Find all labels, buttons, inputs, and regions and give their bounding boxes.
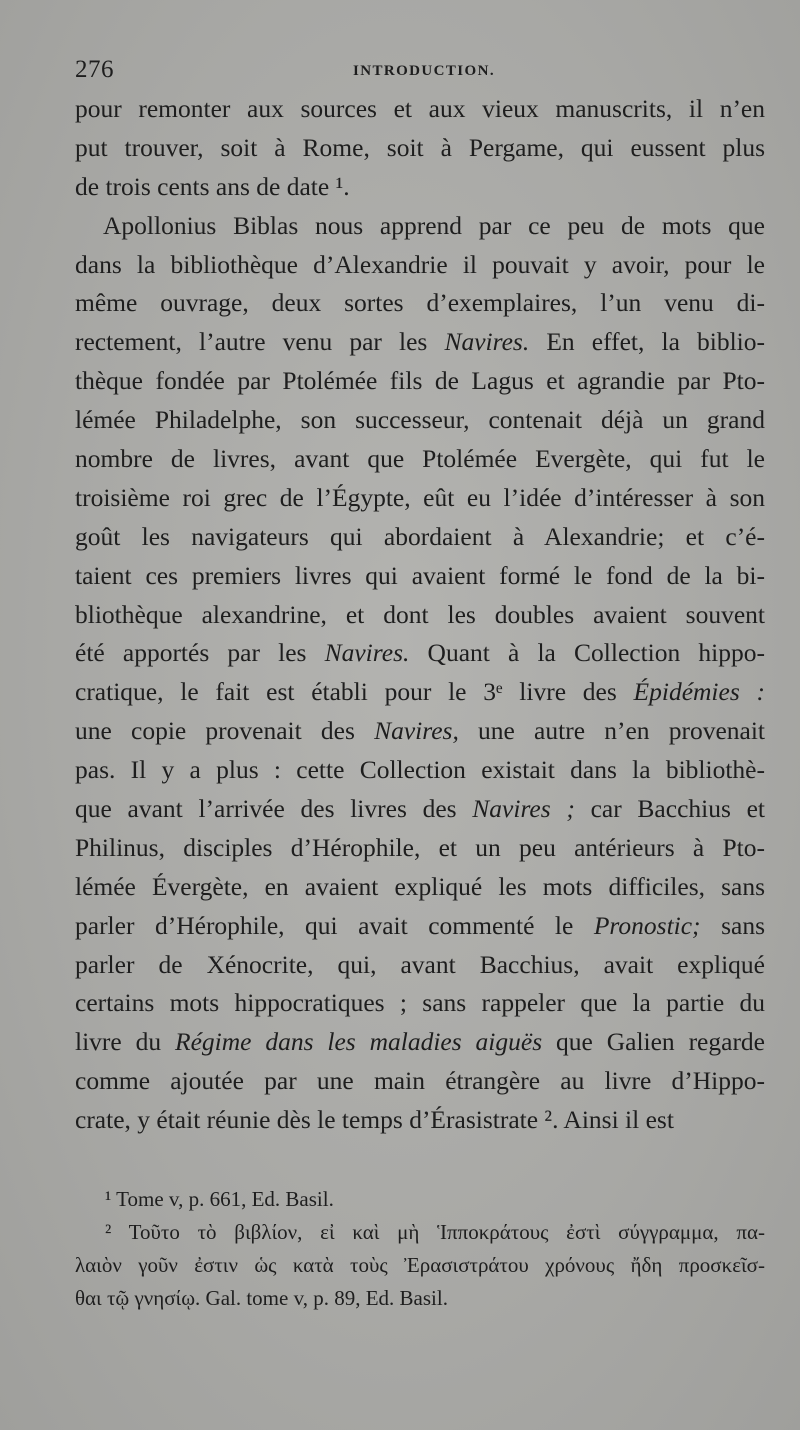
italic-phrase: Navires, [374, 716, 459, 746]
text-line: livre du Régime dans les maladies aiguës que Galien regarde [75, 1027, 766, 1057]
text-line: parler de Xénocrite, qui, avant Bacchius, avait expliqué [75, 949, 765, 979]
text-line: nombre de livres, avant que Ptolémée Evergète, qui fut le [75, 444, 765, 474]
italic-phrase: Épidémies : [633, 677, 765, 707]
text-line: cratique, le fait est établi pour le 3ᵉ livre des Épidémies : [75, 677, 765, 707]
text-line: une copie provenait des Navires, une autre n’en provenait [75, 716, 766, 746]
text-line: de trois cents ans de date ¹. [75, 171, 350, 201]
text-line: troisième roi grec de l’Égypte, eût eu l’idée d’intéresser à son [75, 482, 765, 512]
text-line: pas. Il y a plus : cette Collection existait dans la bibliothè- [75, 755, 765, 785]
footnote-line: θαι τῷ γνησίῳ. Gal. tome v, p. 89, Ed. Basil. [75, 1286, 448, 1310]
footnote-line: λαιὸν γοῦν ἐστιν ὡς κατὰ τοὺς Ἐρασιστράτου χρόνους ἤδη προσκεῖσ- [75, 1253, 765, 1277]
text-line: parler d’Hérophile, qui avait commenté le Pronostic; sans [75, 910, 765, 940]
text-line: put trouver, soit à Rome, soit à Pergame, qui eussent plus [75, 132, 765, 162]
italic-phrase: Régime dans les maladies aiguës [175, 1027, 543, 1057]
text-line: rectement, l’autre venu par les Navires. En effet, la biblio- [75, 327, 766, 357]
text-line: Apollonius Biblas nous apprend par ce peu de mots que [103, 210, 765, 240]
page-header [75, 56, 765, 88]
text-line: lémée Philadelphe, son successeur, contenait déjà un grand [75, 405, 765, 435]
text-line: pour remonter aux sources et aux vieux manuscrits, il n’en [75, 94, 765, 123]
text-line: thèque fondée par Ptolémée fils de Lagus et agrandie par Pto- [75, 366, 765, 396]
text-line: comme ajoutée par une main étrangère au livre d’Hippo- [75, 1066, 765, 1096]
italic-phrase: Navires. [324, 638, 410, 668]
text-line: Philinus, disciples d’Hérophile, et un peu antérieurs à Pto- [75, 832, 765, 862]
italic-phrase: Navires. [444, 327, 530, 357]
text-line: crate, y était réunie dès le temps d’Érasistrate ². Ainsi il est [75, 1105, 674, 1135]
footnotes [75, 1183, 765, 1315]
text-line: été apportés par les Navires. Quant à la Collection hippo- [75, 638, 765, 668]
text-line: que avant l’arrivée des livres des Navires ; car Bacchius et [75, 794, 766, 824]
italic-phrase: Pronostic; [593, 910, 701, 940]
italic-phrase: Navires ; [472, 794, 575, 824]
footnote-line: ² Τοῦτο τὸ βιβλίον, εἰ καὶ μὴ Ἱπποκράτους ἐστὶ σύγγραμμα, πα- [105, 1220, 765, 1244]
text-line: taient ces premiers livres qui avaient formé le fond de la bi- [75, 560, 765, 590]
text-line: lémée Évergète, en avaient expliqué les mots difficiles, sans [75, 871, 765, 901]
running-head: INTRODUCTION. [353, 63, 495, 79]
text-line: certains mots hippocratiques ; sans rappeler que la partie du [75, 988, 765, 1018]
text-line: goût les navigateurs qui abordaient à Alexandrie; et c’é- [75, 521, 765, 551]
text-line: bliothèque alexandrine, et dont les doubles avaient souvent [75, 599, 765, 629]
footnote-line: ¹ Tome v, p. 661, Ed. Basil. [105, 1187, 334, 1211]
body-text [75, 90, 765, 1140]
text-line: même ouvrage, deux sortes d’exemplaires, l’un venu di- [75, 288, 765, 318]
page-number: 276 [75, 56, 114, 83]
text-line: dans la bibliothèque d’Alexandrie il pouvait y avoir, pour le [75, 249, 765, 279]
